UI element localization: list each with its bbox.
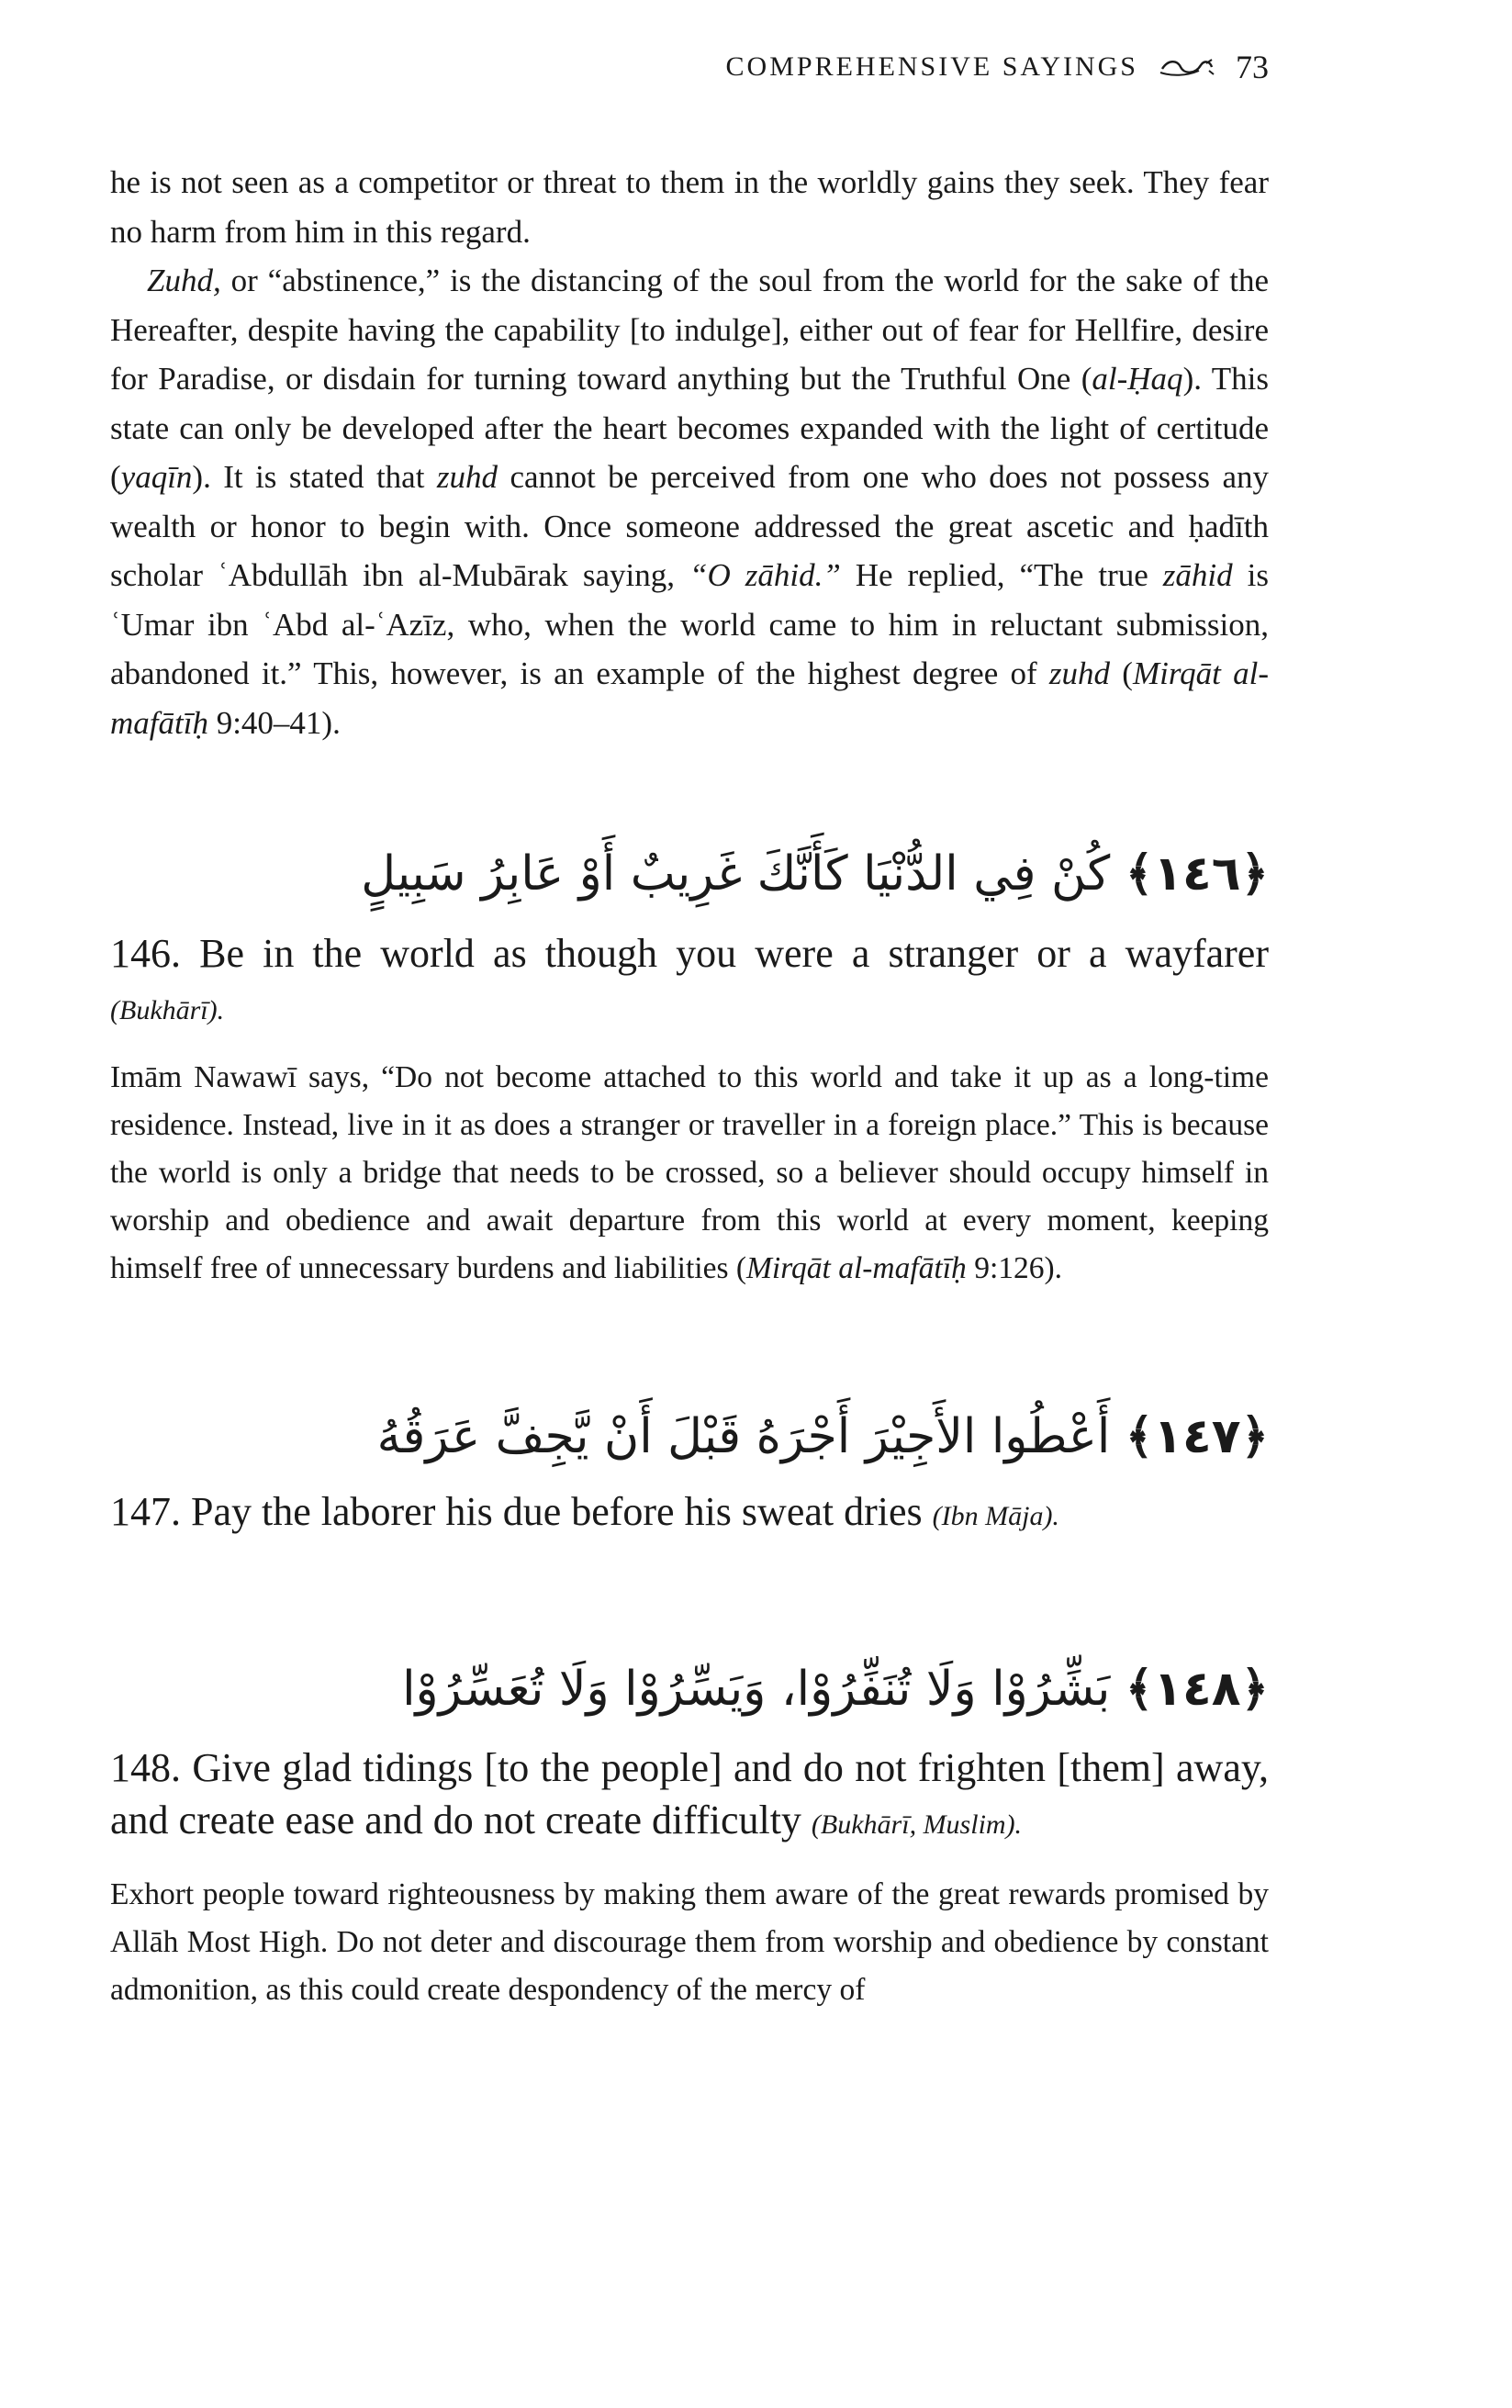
hadith-147-arabic bbox=[110, 1400, 1269, 1473]
ornament-flourish-icon bbox=[1159, 54, 1215, 80]
page-number: 73 bbox=[1236, 49, 1269, 85]
intro-paragraph-2: Zuhd, or “abstinence,” is the distancing of the soul from the world for the sake of the Hereafter, despite having the capability [to indulge], either out of fear for Hellfire, desire for Paradise, or disdain for turning toward anything but the Truthful One (al-Ḥaq). This state can only be developed after the heart becomes expanded with the light of certitude (yaqīn). It is stated that zuhd cannot be perceived from one who does not possess any wealth or honor to begin with. Once someone addressed the great ascetic and ḥadīth scholar ʿAbdullāh ibn al-Mubārak saying, “O zāhid.” He replied, “The true zāhid is ʿUmar ibn ʿAbd al-ʿAzīz, who, when the world came to him in reluctant submission, abandoned it.” This, however, is an example of the highest degree of zuhd (Mirqāt al-mafātīḥ 9:40–41). bbox=[110, 263, 1269, 741]
hadith-146-source: (Bukhārī). bbox=[110, 995, 225, 1025]
hadith-146-arabic-number: ﴿١٤٦﴾ bbox=[1125, 846, 1269, 902]
intro-text bbox=[110, 158, 1269, 747]
hadith-148-source: (Bukhārī, Muslim). bbox=[811, 1809, 1023, 1840]
hadith-146-english: 146. Be in the world as though you were a stranger or a wayfarer (Bukhārī). bbox=[110, 931, 1269, 1025]
hadith-148-arabic bbox=[110, 1652, 1269, 1726]
hadith-148-arabic-text: بَشِّرُوْا وَلَا تُنَفِّرُوْا، وَيَسِّرُوْا وَلَا تُعَسِّرُوْا bbox=[402, 1662, 1111, 1717]
hadith-146-commentary bbox=[110, 1054, 1269, 1293]
commentary-paragraph: Exhort people toward righteousness by making them aware of the great rewards promised by Allāh Most High. Do not deter and discourage them from worship and obedience by constant admonition, as this could create despondency of the mercy of bbox=[110, 1877, 1269, 2007]
hadith-148-english: 148. Give glad tidings [to the people] and do not frighten [them] away, and create ease and do not create difficulty (Bukhārī, Muslim). bbox=[110, 1745, 1269, 1842]
intro-paragraph-1: he is not seen as a competitor or threat to them in the worldly gains they seek. They fear no harm from him in this regard. bbox=[110, 164, 1269, 250]
hadith-146-arabic bbox=[110, 837, 1269, 911]
running-title: COMPREHENSIVE SAYINGS bbox=[725, 51, 1138, 82]
hadith-147-arabic-text: أَعْطُوا الأَجِيْرَ أَجْرَهُ قَبْلَ أَنْ يَّجِفَّ عَرَقُهُ bbox=[376, 1409, 1111, 1464]
hadith-148-arabic-number: ﴿١٤٨﴾ bbox=[1125, 1662, 1269, 1717]
hadith-147-source: (Ibn Māja). bbox=[932, 1501, 1059, 1531]
hadith-148-commentary bbox=[110, 1871, 1269, 2014]
book-page bbox=[110, 0, 1269, 2408]
commentary-paragraph: Imām Nawawī says, “Do not become attached to this world and take it up as a long-time residence. Instead, live in it as does a stranger or traveller in a foreign place.” This is because the world is only a bridge that needs to be crossed, so a believer should occupy himself in worship and obedience and await departure from this world at every moment, keeping himself free of unnecessary burdens and liabilities (Mirqāt al-mafātīḥ 9:126). bbox=[110, 1060, 1269, 1285]
hadith-147-arabic-number: ﴿١٤٧﴾ bbox=[1125, 1409, 1269, 1464]
hadith-146-arabic-text: كُنْ فِي الدُّنْيَا كَأَنَّكَ غَرِيبٌ أَوْ عَابِرُ سَبِيلٍ bbox=[361, 846, 1111, 902]
hadith-147-english: 147. Pay the laborer his due before his sweat dries (Ibn Māja). bbox=[110, 1489, 1059, 1534]
running-header bbox=[726, 48, 1269, 86]
